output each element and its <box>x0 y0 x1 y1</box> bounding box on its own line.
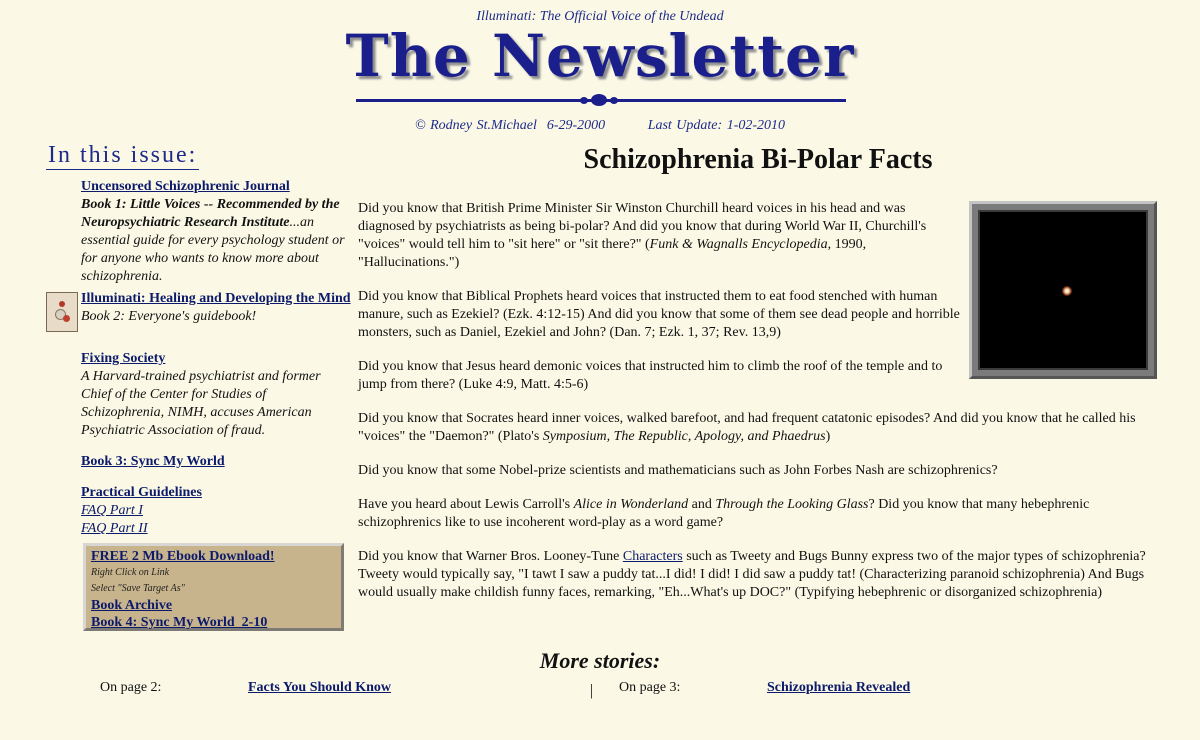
citation: Through the Looking Glass <box>715 497 869 512</box>
citation: Alice in Wonderland <box>573 497 689 512</box>
paragraph-looney-tunes <box>358 548 1148 602</box>
text: Did you know that Socrates heard inner voices, walked barefoot, and had frequent catatonic episodes? And did you know that he called his "voices" the "Daemon?" (Plato's <box>358 411 1136 444</box>
fixing-society-link[interactable]: Fixing Society <box>81 351 166 366</box>
book-cover-icon <box>46 292 78 332</box>
paragraph-prophets: Did you know that Biblical Prophets heard voices that instructed them to eat food stenched with human manure, such as Ezekiel? (Ezk. 4:12-15) And did you know that some of them see dead people and horrible monsters, such as Daniel, Ezekiel and John? (Dan. 7; Ezk. 1, 37; Rev. 13,9) <box>358 289 960 340</box>
text: ) <box>825 429 831 444</box>
healing-link[interactable]: Illuminati: Healing and Developing the Mind <box>81 291 351 306</box>
book-archive-link[interactable]: Book Archive <box>91 598 173 613</box>
page3-label: On page 3: <box>619 680 681 695</box>
paragraph-jesus: Did you know that Jesus heard demonic voices that instructed him to climb the roof of the temple and to jump from there? (Luke 4:9, Matt. 4:5-6) <box>358 359 943 392</box>
citation: Funk & Wagnalls Encyclopedia <box>649 237 828 252</box>
book3-link[interactable]: Book 3: Sync My World <box>81 454 225 469</box>
separator: | <box>590 682 594 699</box>
journal-description: ...an essential guide for every psychology student or for anyone who wants to know more about schizophrenia. <box>81 215 345 284</box>
text: and <box>688 497 716 512</box>
fixing-society-description: A Harvard-trained psychiatrist and former Chief of the Center for Studies of Schizophrenia, NIMH, accuses American Psychiatric Association of fraud. <box>81 369 321 438</box>
text: Have you heard about Lewis Carroll's <box>358 497 574 512</box>
journal-subtitle: Book 1: Little Voices -- Recommended by the Neuropsychiatric Research Institute <box>81 197 340 230</box>
sidebar-title: In this issue: <box>48 142 198 168</box>
text: ? Did you know that many hebephrenic schizophrenics like to use incoherent word-play as a word game? <box>358 497 1090 530</box>
rule-ornament <box>591 94 607 106</box>
download-note-2: Select "Save Target As" <box>91 583 185 594</box>
paragraph-carroll <box>358 496 1148 532</box>
text: Did you know that Warner Bros. Looney-Tune <box>358 549 623 564</box>
byline <box>0 118 1200 134</box>
faq-part1-link[interactable]: FAQ Part I <box>81 503 143 518</box>
book4-link[interactable]: Book 4: Sync My World 2-10 <box>91 615 268 630</box>
rule-ornament <box>610 97 618 104</box>
newsletter-logo: The Newsletter <box>345 22 855 90</box>
page2-link[interactable]: Facts You Should Know <box>248 680 392 695</box>
text: , 1990, "Hallucinations.") <box>358 237 867 270</box>
page3-link[interactable]: Schizophrenia Revealed <box>767 680 911 695</box>
text: Did you know that British Prime Minister Sir Winston Churchill heard voices in his head and was diagnosed by psychiatrists as being bi-polar? And did you know that during World War II, Churchill's "voices" would tell him to "sit here" or "sit there?" ( <box>358 201 927 252</box>
healing-description: Book 2: Everyone's guidebook! <box>81 309 257 324</box>
rule-ornament <box>580 97 588 104</box>
more-stories-title: More stories: <box>539 648 661 673</box>
paragraph-socrates <box>358 410 1148 446</box>
article-headline: Schizophrenia Bi-Polar Facts <box>583 144 933 175</box>
tagline: Illuminati: The Official Voice of the Undead <box>476 9 724 24</box>
paragraph-churchill <box>358 200 960 272</box>
free-ebook-link[interactable]: FREE 2 Mb Ebook Download! <box>91 549 275 564</box>
byline-date: 6-29-2000 <box>546 118 606 133</box>
download-note-1: Right Click on Link <box>91 567 170 578</box>
characters-link[interactable]: Characters <box>622 549 683 564</box>
article-body <box>358 200 1148 602</box>
paragraph-nobel: Did you know that some Nobel-prize scientists and mathematicians such as John Forbes Nash are schizophrenics? <box>358 463 998 478</box>
faq-part2-link[interactable]: FAQ Part II <box>81 521 148 536</box>
byline-update: Last Update: 1-02-2010 <box>647 118 786 133</box>
download-box <box>83 543 344 631</box>
journal-link[interactable]: Uncensored Schizophrenic Journal <box>81 179 290 194</box>
text: such as Tweety and Bugs Bunny express two of the major types of schizophrenia? Tweety would typically say, "I tawt I saw a puddy tat...I did! I did! I did saw a puddy tat! (Characterizing paranoid schizophrenia) And Bugs would usually make childish funny faces, remarking, "Eh...What's up DOC?" (Typifying hebephrenic or disorganized schizophrenia) <box>358 549 1146 600</box>
citation: Symposium, The Republic, Apology, and Phaedrus <box>542 429 826 444</box>
sidebar <box>44 140 351 630</box>
guidelines-link[interactable]: Practical Guidelines <box>81 485 202 500</box>
byline-author: © Rodney St.Michael <box>414 118 537 133</box>
page2-label: On page 2: <box>100 680 162 695</box>
